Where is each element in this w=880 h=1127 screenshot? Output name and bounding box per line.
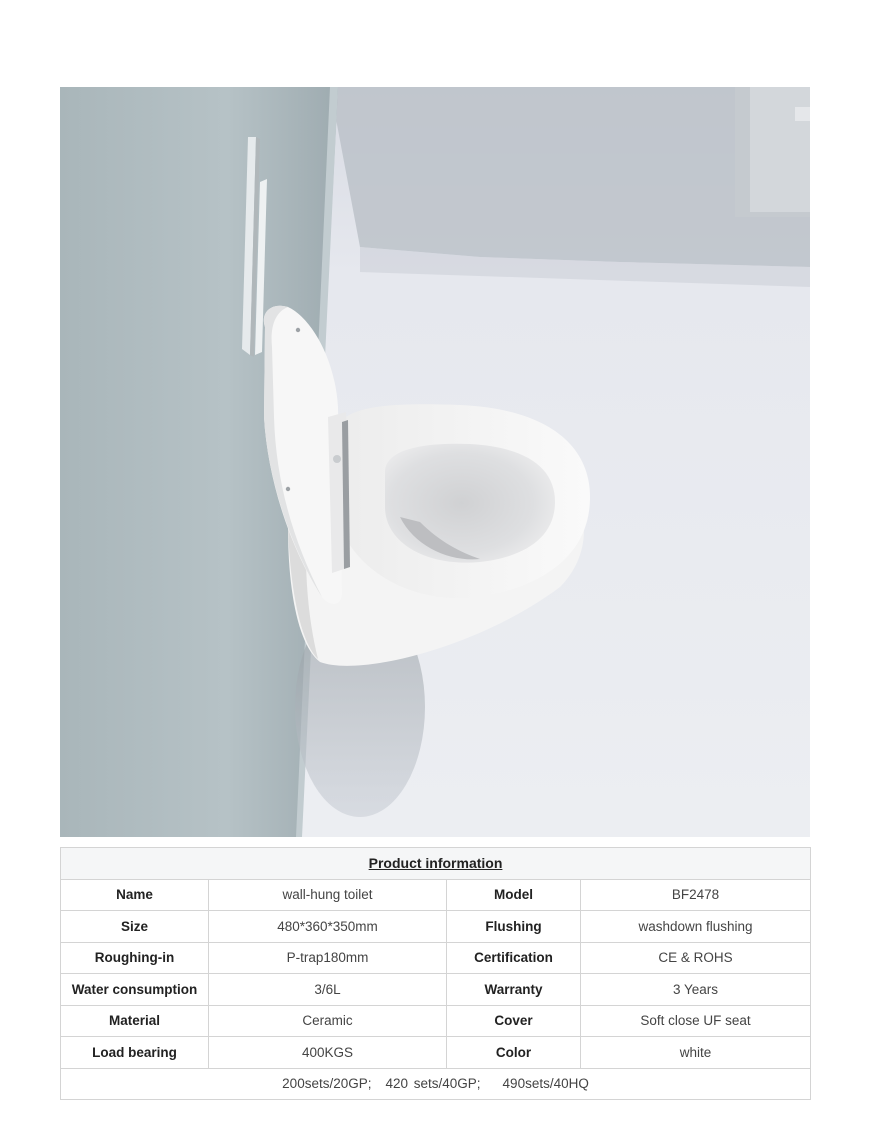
spec-label: Name bbox=[61, 879, 209, 911]
table-row bbox=[61, 911, 811, 943]
spec-value: washdown flushing bbox=[581, 911, 811, 943]
spec-value: white bbox=[581, 1037, 811, 1069]
spec-value: 480*360*350mm bbox=[209, 911, 447, 943]
spec-label: Cover bbox=[447, 1005, 581, 1037]
spec-value: wall-hung toilet bbox=[209, 879, 447, 911]
spec-value: Ceramic bbox=[209, 1005, 447, 1037]
spec-label: Certification bbox=[447, 942, 581, 974]
spec-label: Flushing bbox=[447, 911, 581, 943]
spec-value: 3 Years bbox=[581, 974, 811, 1006]
spec-value: CE & ROHS bbox=[581, 942, 811, 974]
table-row bbox=[61, 974, 811, 1006]
spec-label: Material bbox=[61, 1005, 209, 1037]
spec-label: Color bbox=[447, 1037, 581, 1069]
spec-value: Soft close UF seat bbox=[581, 1005, 811, 1037]
spec-value: P-trap180mm bbox=[209, 942, 447, 974]
spec-value: 400KGS bbox=[209, 1037, 447, 1069]
spec-label: Water consumption bbox=[61, 974, 209, 1006]
spec-label: Warranty bbox=[447, 974, 581, 1006]
table-row bbox=[61, 879, 811, 911]
spec-value: 3/6L bbox=[209, 974, 447, 1006]
loading-quantity bbox=[61, 1068, 811, 1100]
wall-hung-toilet-image bbox=[60, 87, 810, 837]
product-photo bbox=[60, 87, 810, 837]
spec-label: Size bbox=[61, 911, 209, 943]
loading-20gp: 200sets/20GP; bbox=[282, 1076, 372, 1092]
table-row bbox=[61, 1005, 811, 1037]
spec-value: BF2478 bbox=[581, 879, 811, 911]
spec-label: Roughing-in bbox=[61, 942, 209, 974]
loading-40hq: 490sets/40HQ bbox=[502, 1076, 589, 1092]
product-information-table bbox=[60, 847, 811, 1100]
table-row bbox=[61, 942, 811, 974]
spec-label: Load bearing bbox=[61, 1037, 209, 1069]
loading-40gp: 420 sets/40GP; bbox=[385, 1076, 481, 1092]
table-caption: Product information bbox=[61, 848, 811, 880]
spec-label: Model bbox=[447, 879, 581, 911]
table-row bbox=[61, 1037, 811, 1069]
